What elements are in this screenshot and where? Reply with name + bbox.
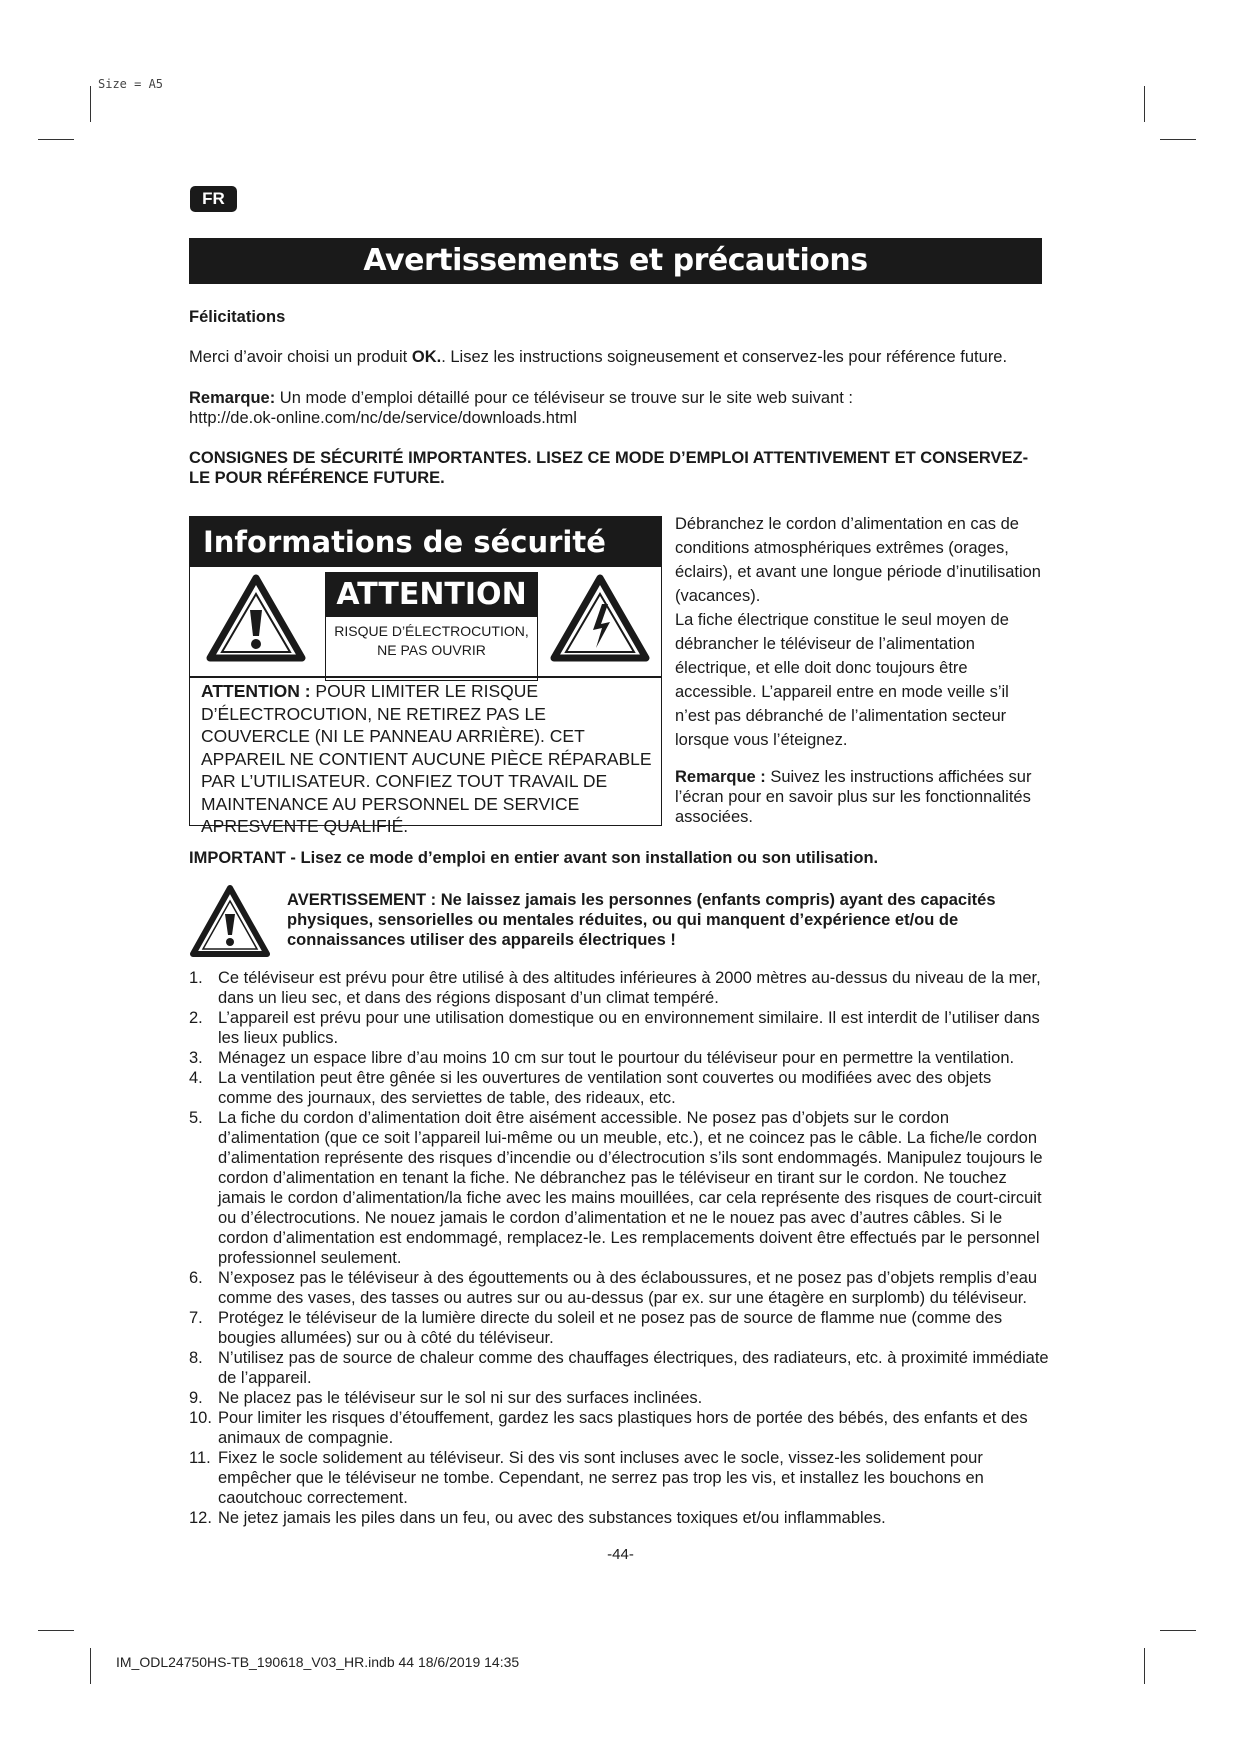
list-item [189, 1448, 1049, 1508]
page-number: -44- [607, 1546, 634, 1563]
safety-instructions-heading: CONSIGNES DE SÉCURITÉ IMPORTANTES. LISEZ CE MODE D’EMPLOI ATTENTIVEMENT ET CONSERVEZ-LE POUR RÉFÉRENCE FUTURE. [189, 449, 1029, 487]
file-info: IM_ODL24750HS-TB_190618_V03_HR.indb 44 18/6/2019 14:35 [116, 1654, 520, 1670]
size-label: Size = A5 [98, 77, 164, 91]
crop-mark [90, 86, 91, 122]
list-item-text: Fixez le socle solidement au téléviseur. Si des vis sont incluses avec le socle, vissez-les solidement pour empêcher que le téléviseur ne tombe. Cependant, ne serrez pas trop les vis, et installez les bouchons en caoutchouc correctement. [218, 1449, 984, 1507]
section-heading: Félicitations [189, 308, 286, 326]
warning-body: POUR LIMITER LE RISQUE D’ÉLECTROCUTION, NE RETIREZ PAS LE COUVERCLE (NI LE PANNEAU ARRIÈRE). CET APPAREIL NE CONTIENT AUCUNE PIÈCE RÉPARABLE PAR L’UTILISATEUR. CONFIEZ TOUT TRAVAIL DE MAINTENANCE AU PERSONNEL DE SERVICE APRESVENTE QUALIFIÉ. [201, 681, 652, 836]
crop-mark [1160, 139, 1196, 140]
list-item [189, 1388, 1049, 1408]
list-item-text: Pour limiter les risques d’étouffement, gardez les sacs plastiques hors de portée des bébés, des enfants et des animaux de compagnie. [218, 1409, 1028, 1447]
intro-paragraph [189, 347, 1059, 367]
attention-title: ATTENTION [326, 573, 537, 617]
electric-shock-icon [550, 574, 650, 662]
crop-mark [38, 1630, 74, 1631]
attention-subtitle-line: NE PAS OUVRIR [377, 642, 486, 658]
note-label: Remarque : [675, 768, 766, 786]
right-note [675, 767, 1047, 827]
list-item-text: Ce téléviseur est prévu pour être utilisé à des altitudes inférieures à 2000 mètres au-dessus du niveau de la mer, dans un lieu sec, et dans des régions disposant d’un climat tempéré. [218, 969, 1041, 1007]
list-item-number: 1. [189, 969, 203, 987]
list-item-text: N’exposez pas le téléviseur à des égouttements ou à des éclaboussures, et ne posez pas d’objets remplis d’eau comme des vases, des tasses ou autres sur ou au-dessus (par ex. sur une étagère en surplomb) du téléviseur. [218, 1269, 1038, 1307]
list-item-number: 6. [189, 1269, 203, 1287]
right-column [675, 512, 1047, 827]
list-item [189, 1048, 1049, 1068]
intro-text: . Lisez les instructions soigneusement et conservez-les pour référence future. [441, 348, 1008, 366]
list-item-text: Protégez le téléviseur de la lumière directe du soleil et ne posez pas de source de flamme nue (comme des bougies allumées) sur ou à côté du téléviseur. [218, 1309, 1003, 1347]
list-item [189, 1108, 1049, 1268]
attention-subtitle-line: RISQUE D’ÉLECTROCUTION, [334, 623, 529, 639]
list-item-number: 10. [189, 1409, 212, 1427]
right-paragraph: Débranchez le cordon d’alimentation en cas de conditions atmosphériques extrêmes (orages, éclairs), et avant une longue période d’inutilisation (vacances). [675, 515, 1041, 605]
list-item-number: 7. [189, 1309, 203, 1327]
list-item-text: N’utilisez pas de source de chaleur comme des chauffages électriques, des radiateurs, etc. à proximité immédiate de l’appareil. [218, 1349, 1049, 1387]
list-item [189, 968, 1049, 1008]
list-item-text: La fiche du cordon d’alimentation doit être aisément accessible. Ne posez pas d’objets sur le cordon d’alimentation (que ce soit l’appareil lui-même ou un meuble, etc.), et ne coincez pas le câble. La fiche/le cordon d’alimentation représente des risques d’incendie ou d’électrocution s’ils sont endommagés. Manipulez toujours le cordon d’alimentation en tenant la fiche. Ne débranchez pas le téléviseur en tirant sur le cordon. Ne touchez jamais le cordon d’alimentation/la fiche avec les mains mouillées, car cela représente des risques de court-circuit ou d’électrocutions. Ne nouez jamais le cordon d’alimentation et ne le nouez pas avec d’autres câbles. Si le cordon d’alimentation est endommagé, remplacez-le. Les remplacements doivent être effectués par le personnel professionnel seulement. [218, 1109, 1043, 1267]
avertissement-warning: AVERTISSEMENT : Ne laissez jamais les personnes (enfants compris) ayant des capacités physiques, sensorielles ou mentales réduites, ou qui manquent d’expérience et/ou de connaissances utiliser des appareils électriques ! [287, 891, 996, 949]
list-item [189, 1308, 1049, 1348]
page-title: Avertissements et précautions [189, 238, 1042, 284]
divider [190, 676, 661, 678]
crop-mark [38, 139, 74, 140]
safety-box-title: Informations de sécurité [190, 517, 661, 567]
warning-triangle-icon [206, 574, 306, 662]
note-text: Un mode d’emploi détaillé pour ce téléviseur se trouve sur le site web suivant : [275, 389, 853, 407]
important-notice: IMPORTANT - Lisez ce mode d’emploi en entier avant son installation ou son utilisation. [189, 849, 879, 867]
warning-triangle-icon [189, 884, 271, 958]
warning-label: ATTENTION : [201, 681, 311, 701]
list-item-number: 4. [189, 1069, 203, 1087]
intro-text: Merci d’avoir choisi un produit [189, 348, 412, 366]
manual-url: http://de.ok-online.com/nc/de/service/downloads.html [189, 409, 577, 427]
list-item [189, 1348, 1049, 1388]
list-item-number: 3. [189, 1049, 203, 1067]
list-item-text: La ventilation peut être gênée si les ouvertures de ventilation sont couvertes ou modifiées avec des objets comme des journaux, des serviettes de table, des rideaux, etc. [218, 1069, 992, 1107]
brand-name: OK. [411, 348, 442, 366]
list-item-number: 12. [189, 1509, 212, 1527]
list-item-number: 5. [189, 1109, 203, 1127]
list-item [189, 1068, 1049, 1108]
list-item-number: 9. [189, 1389, 203, 1407]
list-item-number: 11. [189, 1449, 211, 1467]
list-item-number: 2. [189, 1009, 203, 1027]
safety-information-box [189, 516, 662, 836]
note-text: Suivez les instructions affichées sur l’écran pour en savoir plus sur les fonctionnalités associées. [675, 768, 1032, 826]
right-paragraph: La fiche électrique constitue le seul moyen de débrancher le téléviseur de l’alimentation électrique, et elle doit donc toujours être accessible. L’appareil entre en mode veille s’il n’est pas débranché de l’alimentation secteur lorsque vous l’éteignez. [675, 611, 1009, 749]
list-item-text: Ménagez un espace libre d’au moins 10 cm sur tout le pourtour du téléviseur pour en permettre la ventilation. [218, 1049, 1015, 1067]
manual-note [189, 388, 1059, 428]
note-label: Remarque: [189, 389, 276, 407]
crop-mark [1144, 1648, 1145, 1684]
crop-mark [90, 1648, 91, 1684]
list-item [189, 1408, 1049, 1448]
list-item-text: Ne jetez jamais les piles dans un feu, ou avec des substances toxiques et/ou inflammables. [218, 1509, 886, 1527]
list-item-number: 8. [189, 1349, 203, 1367]
crop-mark [1160, 1630, 1196, 1631]
list-item-text: Ne placez pas le téléviseur sur le sol ni sur des surfaces inclinées. [218, 1389, 703, 1407]
list-item [189, 1008, 1049, 1048]
attention-subtitle [326, 622, 537, 660]
safety-list [189, 968, 1049, 1528]
language-tag: FR [190, 186, 237, 212]
attention-label [325, 572, 538, 681]
crop-mark [1144, 86, 1145, 122]
list-item [189, 1268, 1049, 1308]
list-item-text: L’appareil est prévu pour une utilisation domestique ou en environnement similaire. Il est interdit de l’utiliser dans les lieux publics. [218, 1009, 1040, 1047]
list-item [189, 1508, 1049, 1528]
attention-warning-text [201, 680, 656, 838]
